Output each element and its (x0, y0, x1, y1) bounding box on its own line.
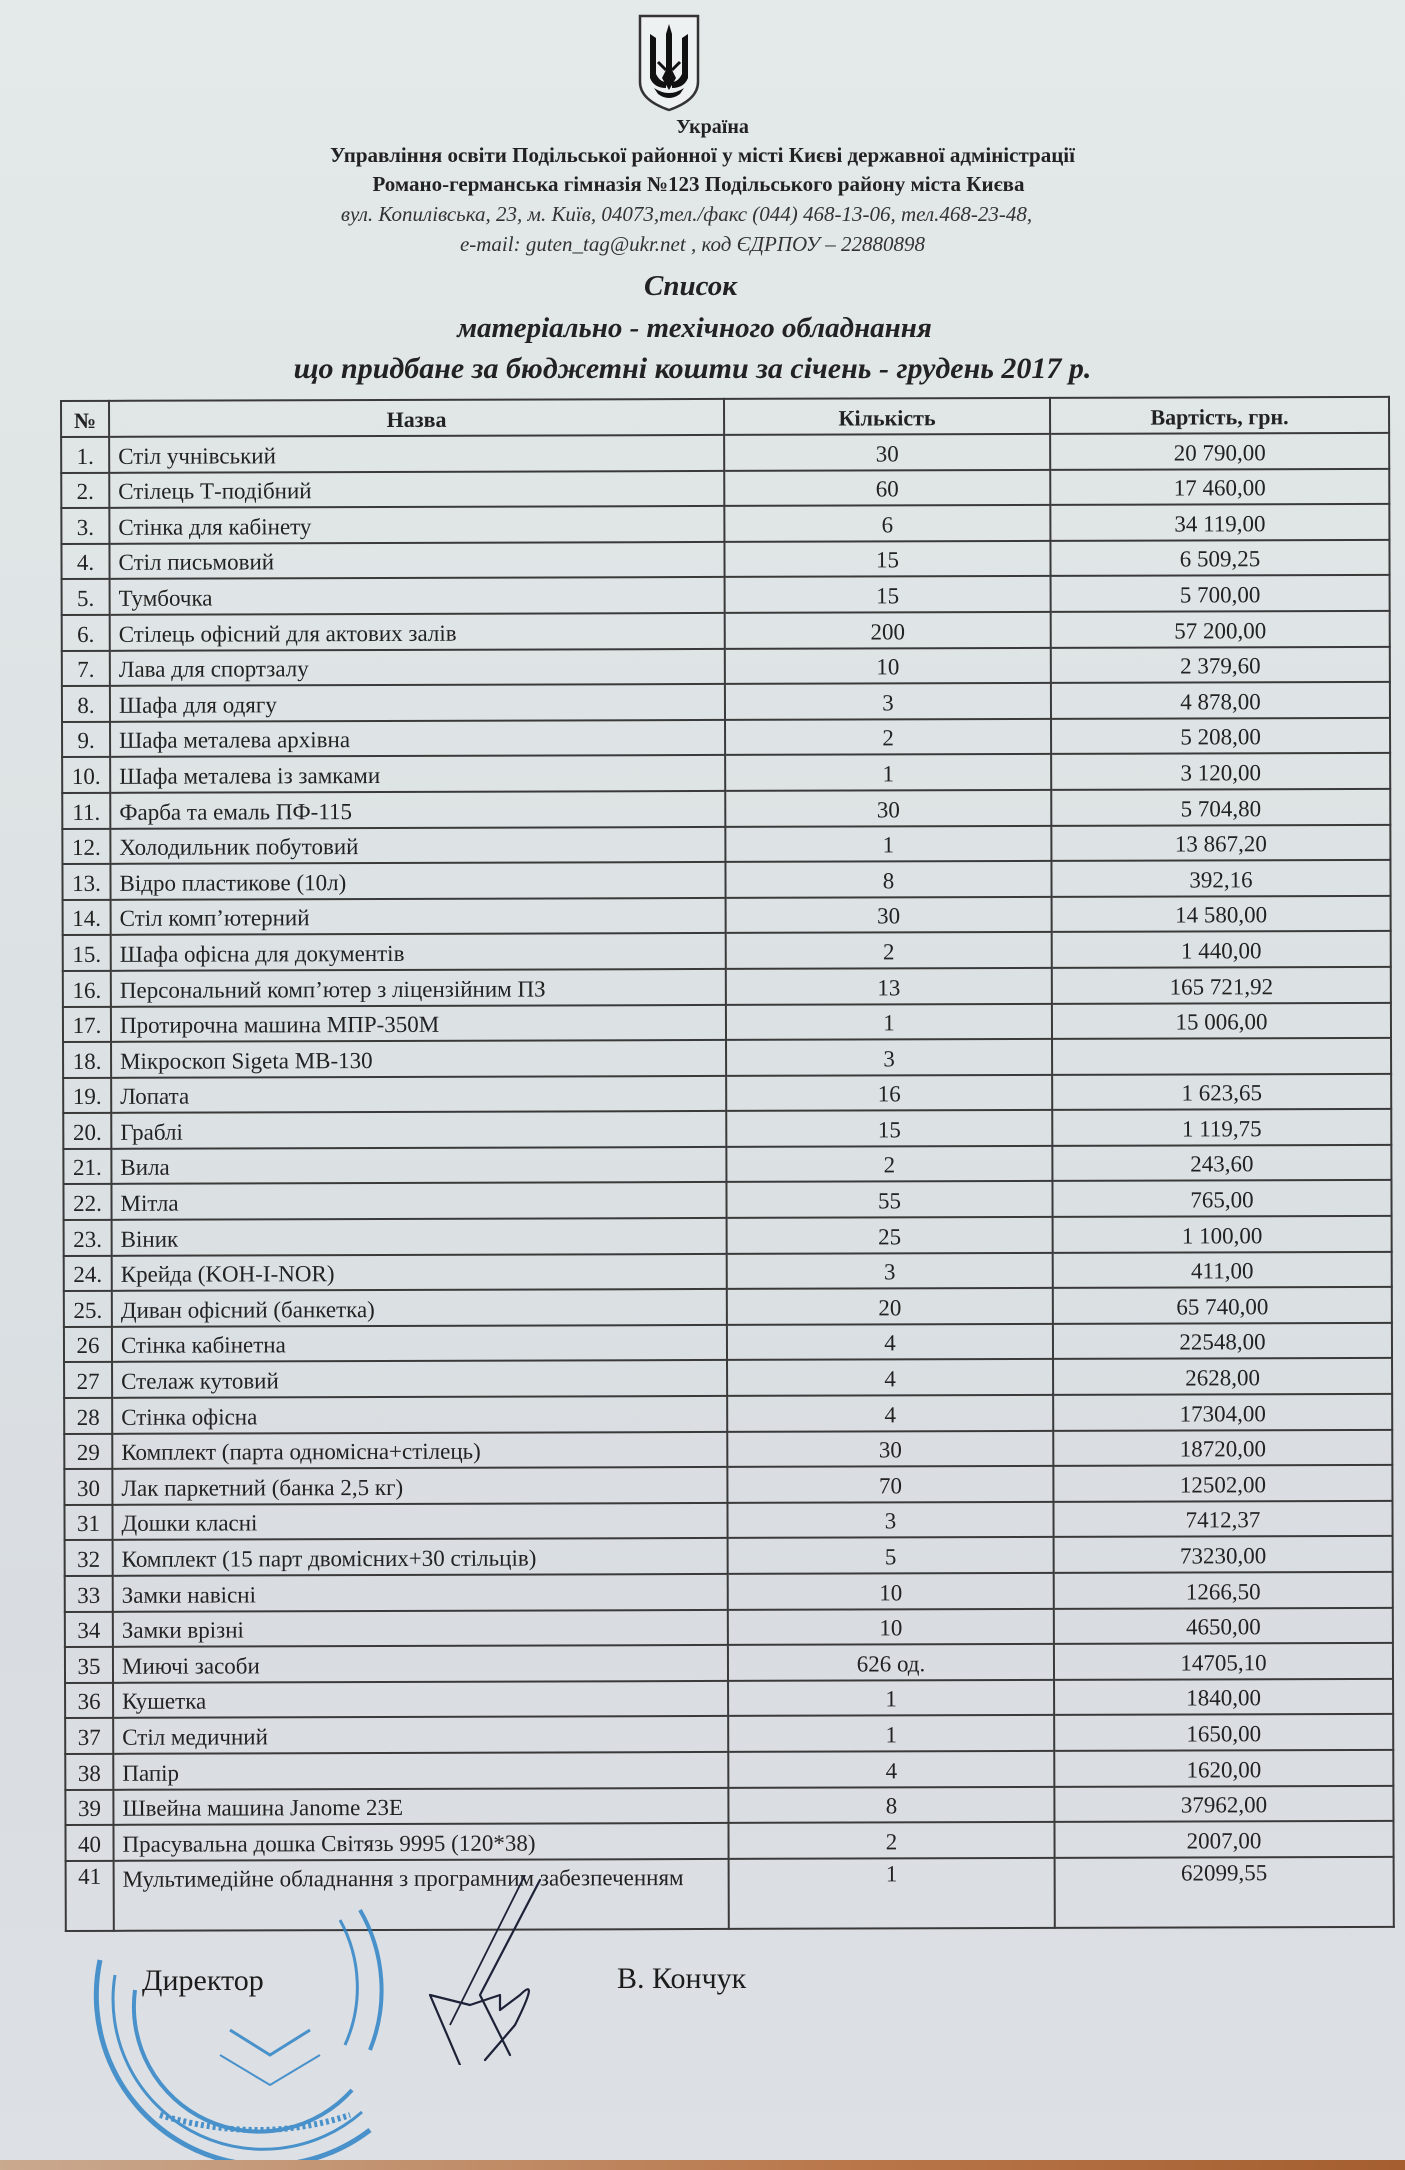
row-number: 2. (61, 472, 109, 508)
item-cost: 411,00 (1053, 1251, 1392, 1288)
item-quantity: 10 (728, 1608, 1054, 1645)
item-cost: 22548,00 (1053, 1323, 1392, 1360)
item-name: Стілець офісний для актових залів (110, 613, 725, 651)
table-row (63, 1109, 1391, 1149)
item-quantity: 200 (725, 612, 1051, 649)
row-number: 24. (64, 1255, 112, 1291)
handwritten-signature-icon (390, 1875, 560, 2065)
signature-position-label: Директор (142, 1964, 264, 1997)
row-number: 26 (64, 1327, 112, 1363)
item-name: Шафа офісна для документів (111, 933, 726, 971)
item-cost: 2628,00 (1053, 1358, 1392, 1395)
item-name: Комплект (парта одномісна+стілець) (112, 1432, 727, 1470)
item-quantity: 1 (725, 754, 1051, 791)
row-number: 14. (63, 900, 111, 936)
item-cost: 12502,00 (1053, 1465, 1392, 1502)
item-cost: 73230,00 (1054, 1536, 1393, 1573)
item-quantity: 4 (728, 1751, 1054, 1788)
item-cost: 165 721,92 (1052, 967, 1391, 1004)
item-cost: 1 119,75 (1052, 1109, 1391, 1146)
table-row (64, 1323, 1392, 1363)
item-name: Стіл учнівський (109, 435, 724, 473)
item-cost: 7412,37 (1053, 1501, 1392, 1538)
item-name: Стіл комп’ютерний (111, 898, 726, 936)
table-row (64, 1287, 1392, 1327)
item-name: Стелаж кутовий (112, 1360, 727, 1398)
row-number: 19. (63, 1078, 111, 1114)
item-cost: 1 100,00 (1053, 1216, 1392, 1253)
row-number: 18. (63, 1042, 111, 1078)
table-row (64, 1501, 1392, 1541)
item-name: Персональний комп’ютер з ліцензійним ПЗ (111, 969, 726, 1007)
letterhead-address: вул. Копилівська, 23, м. Київ, 04073,тел./факс (044) 468-13-06, тел.468-23-48, (340, 202, 1033, 226)
item-name: Швейна машина Janome 23E (113, 1787, 728, 1825)
item-name: Стінка для кабінету (109, 506, 724, 544)
item-quantity: 5 (728, 1537, 1054, 1574)
item-quantity: 1 (726, 1003, 1052, 1040)
table-row (63, 1180, 1391, 1220)
row-number: 33 (65, 1576, 113, 1612)
item-cost: 243,60 (1052, 1145, 1391, 1182)
table-row (62, 789, 1390, 829)
item-quantity: 2 (725, 719, 1051, 756)
row-number: 8. (62, 686, 110, 722)
item-cost: 2007,00 (1054, 1821, 1393, 1858)
item-cost: 15 006,00 (1052, 1002, 1391, 1039)
row-number: 23. (64, 1220, 112, 1256)
item-cost: 5 704,80 (1051, 789, 1390, 826)
table-row (63, 896, 1391, 936)
row-number: 25. (64, 1291, 112, 1327)
item-name: Диван офісний (банкетка) (112, 1289, 727, 1327)
item-name: Граблі (111, 1111, 726, 1149)
row-number: 15. (63, 935, 111, 971)
item-quantity: 30 (726, 897, 1052, 934)
item-cost: 4650,00 (1054, 1607, 1393, 1644)
row-number: 5. (62, 579, 110, 615)
item-quantity: 1 (728, 1680, 1054, 1717)
row-number: 20. (63, 1113, 111, 1149)
item-quantity: 4 (727, 1359, 1053, 1396)
item-name: Лава для спортзалу (110, 648, 725, 686)
table-body (61, 433, 1394, 1931)
row-number: 17. (63, 1006, 111, 1042)
row-number: 7. (62, 650, 110, 686)
item-name: Шафа металева із замками (110, 755, 725, 793)
row-number: 38 (65, 1754, 113, 1790)
item-quantity: 30 (727, 1431, 1053, 1468)
item-cost: 1 440,00 (1052, 931, 1391, 968)
item-cost: 18720,00 (1053, 1429, 1392, 1466)
item-name: Фарба та емаль ПФ-115 (110, 791, 725, 829)
letterhead-school: Романо-германська гімназія №123 Подільського району міста Києва (372, 172, 1025, 196)
item-quantity: 16 (726, 1075, 1052, 1112)
official-stamp-icon (40, 1880, 420, 2160)
column-header-quantity: Кількість (724, 398, 1050, 435)
item-cost: 4 878,00 (1051, 682, 1390, 719)
item-cost: 1266,50 (1054, 1572, 1393, 1609)
item-cost: 65 740,00 (1053, 1287, 1392, 1324)
item-quantity: 3 (727, 1502, 1053, 1539)
item-quantity: 70 (727, 1466, 1053, 1503)
document-subtitle: матеріально - техічного обладнання (457, 312, 932, 344)
table-row (63, 1002, 1391, 1042)
coat-of-arms-icon (636, 12, 702, 112)
item-name: Віник (112, 1218, 727, 1256)
row-number: 34 (65, 1611, 113, 1647)
item-quantity: 55 (726, 1181, 1052, 1218)
row-number: 37 (65, 1718, 113, 1754)
letterhead-department: Управління освіти Подільської районної у місті Києві державної адміністрації (330, 143, 1075, 167)
table-row (63, 1074, 1391, 1114)
item-quantity: 8 (728, 1786, 1054, 1823)
item-cost: 1840,00 (1054, 1679, 1393, 1716)
table-row (62, 860, 1390, 900)
table-row (61, 433, 1389, 473)
row-number: 28 (64, 1398, 112, 1434)
table-row (65, 1572, 1393, 1612)
item-name: Дошки класні (112, 1503, 727, 1541)
table-row (65, 1679, 1393, 1719)
table-row (65, 1821, 1393, 1861)
item-quantity: 15 (724, 541, 1050, 578)
column-header-cost: Вартість, грн. (1050, 397, 1389, 434)
item-quantity: 4 (727, 1395, 1053, 1432)
table-row (62, 824, 1390, 864)
table-row (63, 931, 1391, 971)
column-header-number: № (61, 401, 109, 437)
row-number: 16. (63, 971, 111, 1007)
table-row (61, 540, 1389, 580)
item-name: Шафа металева архівна (110, 720, 725, 758)
item-name: Протирочна машина МПР-350М (111, 1004, 726, 1042)
item-quantity: 10 (728, 1573, 1054, 1610)
table-row (62, 575, 1390, 615)
item-name: Крейда (KOH-I-NOR) (112, 1254, 727, 1292)
item-quantity: 30 (724, 434, 1050, 471)
table-row (63, 1038, 1391, 1078)
desk-surface (0, 2160, 1405, 2170)
table-row (64, 1394, 1392, 1434)
item-name: Стілець Т-подібний (109, 471, 724, 509)
row-number: 6. (62, 615, 110, 651)
row-number: 31 (64, 1505, 112, 1541)
item-cost: 17 460,00 (1050, 468, 1389, 505)
item-quantity: 13 (726, 968, 1052, 1005)
item-quantity: 4 (727, 1324, 1053, 1361)
item-name: Замки врізні (113, 1610, 728, 1648)
item-cost: 5 208,00 (1051, 718, 1390, 755)
row-number: 10. (62, 757, 110, 793)
item-name: Миючі засоби (113, 1645, 728, 1683)
row-number: 21. (63, 1149, 111, 1185)
column-header-name: Назва (109, 399, 724, 437)
table-row (61, 468, 1389, 508)
table-row (64, 1429, 1392, 1469)
item-name: Стіл медичний (113, 1716, 728, 1754)
item-name: Стіл письмовий (109, 542, 724, 580)
item-quantity: 15 (725, 576, 1051, 613)
row-number: 27 (64, 1362, 112, 1398)
item-quantity: 25 (727, 1217, 1053, 1254)
row-number: 35 (65, 1647, 113, 1683)
table-row (65, 1750, 1393, 1790)
item-name: Тумбочка (110, 577, 725, 615)
letterhead-email: e-mail: guten_tag@ukr.net , код ЄДРПОУ – 22880898 (459, 232, 926, 256)
letterhead-country: Україна (676, 116, 749, 138)
item-quantity: 30 (725, 790, 1051, 827)
row-number: 36 (65, 1683, 113, 1719)
row-number: 1. (61, 437, 109, 473)
signatory-name: В. Кончук (617, 1962, 747, 1995)
row-number: 32 (65, 1540, 113, 1576)
item-cost: 57 200,00 (1051, 611, 1390, 648)
row-number: 29 (64, 1433, 112, 1469)
item-name: Відро пластикове (10л) (110, 862, 725, 900)
item-cost: 17304,00 (1053, 1394, 1392, 1431)
item-name: Шафа для одягу (110, 684, 725, 722)
item-quantity: 1 (725, 825, 1051, 862)
item-quantity: 1 (729, 1858, 1055, 1929)
item-name: Кушетка (113, 1681, 728, 1719)
table-row (65, 1714, 1393, 1754)
item-quantity: 3 (725, 683, 1051, 720)
document-title: Список (644, 270, 737, 302)
table-header-row (61, 397, 1389, 437)
item-cost: 14 580,00 (1052, 896, 1391, 933)
table-row (63, 1145, 1391, 1185)
row-number: 12. (62, 828, 110, 864)
item-name: Папір (113, 1752, 728, 1790)
item-quantity: 2 (726, 1146, 1052, 1183)
row-number: 9. (62, 722, 110, 758)
table-row (65, 1785, 1393, 1825)
item-cost: 62099,55 (1055, 1857, 1394, 1928)
item-name: Холодильник побутовий (110, 826, 725, 864)
item-cost: 37962,00 (1054, 1785, 1393, 1822)
item-quantity: 20 (727, 1288, 1053, 1325)
table-row (62, 753, 1390, 793)
item-quantity: 8 (725, 861, 1051, 898)
item-quantity: 2 (726, 932, 1052, 969)
item-cost: 20 790,00 (1050, 433, 1389, 470)
table-row (63, 967, 1391, 1007)
item-cost: 5 700,00 (1051, 575, 1390, 612)
item-quantity: 3 (727, 1253, 1053, 1290)
row-number: 4. (61, 544, 109, 580)
item-name: Лопата (111, 1076, 726, 1114)
table-row (64, 1465, 1392, 1505)
table-row (62, 646, 1390, 686)
item-cost: 6 509,25 (1050, 540, 1389, 577)
item-name: Прасувальна дошка Світязь 9995 (120*38) (113, 1823, 728, 1861)
item-cost: 1650,00 (1054, 1714, 1393, 1751)
item-quantity: 1 (728, 1715, 1054, 1752)
item-cost: 1 623,65 (1052, 1074, 1391, 1111)
row-number: 39 (65, 1789, 113, 1825)
item-quantity: 626 од. (728, 1644, 1054, 1681)
document-period: що придбане за бюджетні кошти за січень - грудень 2017 р. (293, 352, 1092, 385)
row-number: 13. (62, 864, 110, 900)
item-cost (1052, 1038, 1391, 1075)
row-number: 3. (61, 508, 109, 544)
table-row (64, 1216, 1392, 1256)
item-name: Стінка офісна (112, 1396, 727, 1434)
item-name: Стінка кабінетна (112, 1325, 727, 1363)
equipment-table (60, 396, 1395, 1932)
row-number: 40 (65, 1825, 113, 1861)
item-name: Лак паркетний (банка 2,5 кг) (112, 1467, 727, 1505)
item-cost: 34 119,00 (1050, 504, 1389, 541)
item-quantity: 10 (725, 647, 1051, 684)
item-quantity: 60 (724, 469, 1050, 506)
item-name: Мікроскоп Sigeta MB-130 (111, 1040, 726, 1078)
item-name: Комплект (15 парт двомісних+30 стільців) (113, 1538, 728, 1576)
item-quantity: 6 (724, 505, 1050, 542)
table-row (62, 682, 1390, 722)
table-row (61, 504, 1389, 544)
table-row (64, 1358, 1392, 1398)
item-quantity: 3 (726, 1039, 1052, 1076)
item-cost: 392,16 (1051, 860, 1390, 897)
item-name: Вила (111, 1147, 726, 1185)
item-cost: 1620,00 (1054, 1750, 1393, 1787)
item-cost: 2 379,60 (1051, 646, 1390, 683)
item-name: Мультимедійне обладнання з програмним забезпеченням (114, 1859, 729, 1931)
table-row (65, 1607, 1393, 1647)
item-name: Мітла (111, 1182, 726, 1220)
item-cost: 765,00 (1052, 1180, 1391, 1217)
item-cost: 13 867,20 (1051, 824, 1390, 861)
item-cost: 3 120,00 (1051, 753, 1390, 790)
row-number: 22. (63, 1184, 111, 1220)
table-row (64, 1251, 1392, 1291)
item-quantity: 2 (728, 1822, 1054, 1859)
table-row (65, 1643, 1393, 1683)
table-row (62, 611, 1390, 651)
row-number: 11. (62, 793, 110, 829)
row-number: 30 (64, 1469, 112, 1505)
table-row (62, 718, 1390, 758)
item-cost: 14705,10 (1054, 1643, 1393, 1680)
item-quantity: 15 (726, 1110, 1052, 1147)
row-number: 41 (66, 1861, 114, 1931)
item-name: Замки навісні (113, 1574, 728, 1612)
table-row (65, 1536, 1393, 1576)
